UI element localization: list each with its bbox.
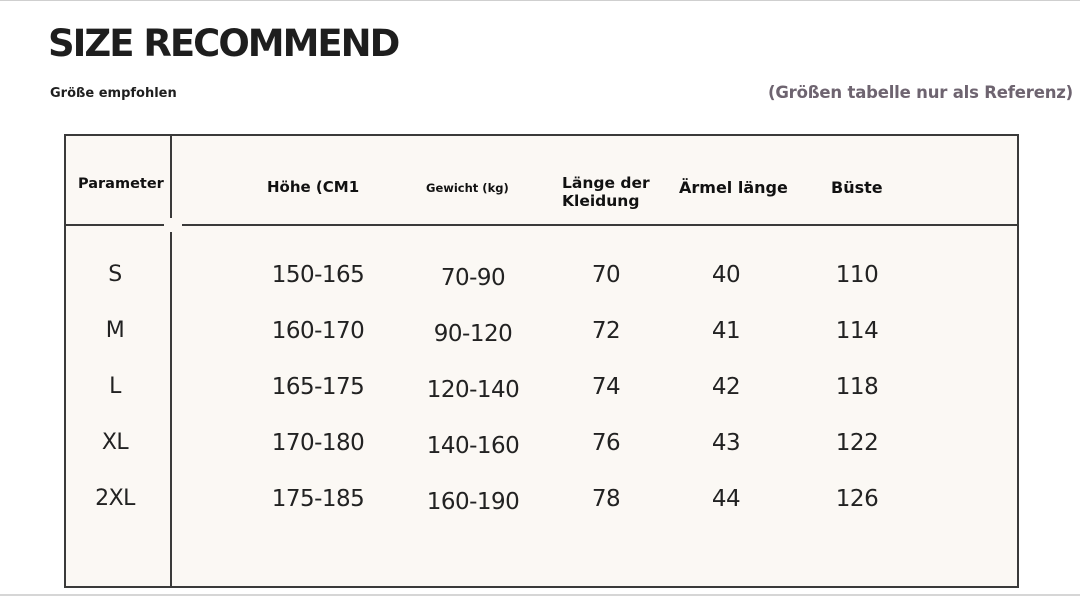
cell-height: 175-185 [271,486,365,512]
page-title: SIZE RECOMMEND [48,22,399,65]
table-header-divider [66,224,1017,226]
cell-length: 76 [591,430,621,456]
column-header-length: Länge der Kleidung [562,174,650,210]
cell-length: 70 [591,262,621,288]
table-column-divider [170,136,172,586]
column-header-bust: Büste [831,178,883,197]
column-header-weight: Gewicht (kg) [426,181,509,195]
cell-sleeve: 40 [711,262,741,288]
cell-sleeve: 41 [711,318,741,344]
cell-sleeve: 44 [711,486,741,512]
cell-bust: 126 [835,486,879,512]
column-header-parameter: Parameter [78,176,164,192]
column-header-height: Höhe (CM1 [267,178,360,196]
cell-sleeve: 42 [711,374,741,400]
page-subtitle: Größe empfohlen [50,86,177,101]
cell-size: 2XL [95,486,135,511]
cell-height: 150-165 [271,262,365,288]
cell-sleeve: 43 [711,430,741,456]
cell-weight: 70-90 [440,265,506,291]
cell-size: S [108,262,122,287]
cell-size: XL [101,430,129,455]
cell-bust: 118 [835,374,879,400]
cell-weight: 140-160 [426,433,520,459]
cell-height: 170-180 [271,430,365,456]
cell-height: 160-170 [271,318,365,344]
cell-length: 78 [591,486,621,512]
reference-note: (Größen tabelle nur als Referenz) [768,83,1073,102]
cell-weight: 120-140 [426,377,520,403]
size-table [64,134,1019,588]
column-header-sleeve: Ärmel länge [679,178,788,197]
cell-bust: 122 [835,430,879,456]
table-divider-gap [164,218,182,232]
cell-weight: 160-190 [426,489,520,515]
cell-size: L [109,374,121,399]
cell-length: 74 [591,374,621,400]
cell-size: M [105,318,125,343]
page-top-divider [0,0,1080,1]
cell-bust: 114 [835,318,879,344]
cell-length: 72 [591,318,621,344]
cell-weight: 90-120 [433,321,513,347]
cell-height: 165-175 [271,374,365,400]
cell-bust: 110 [835,262,879,288]
